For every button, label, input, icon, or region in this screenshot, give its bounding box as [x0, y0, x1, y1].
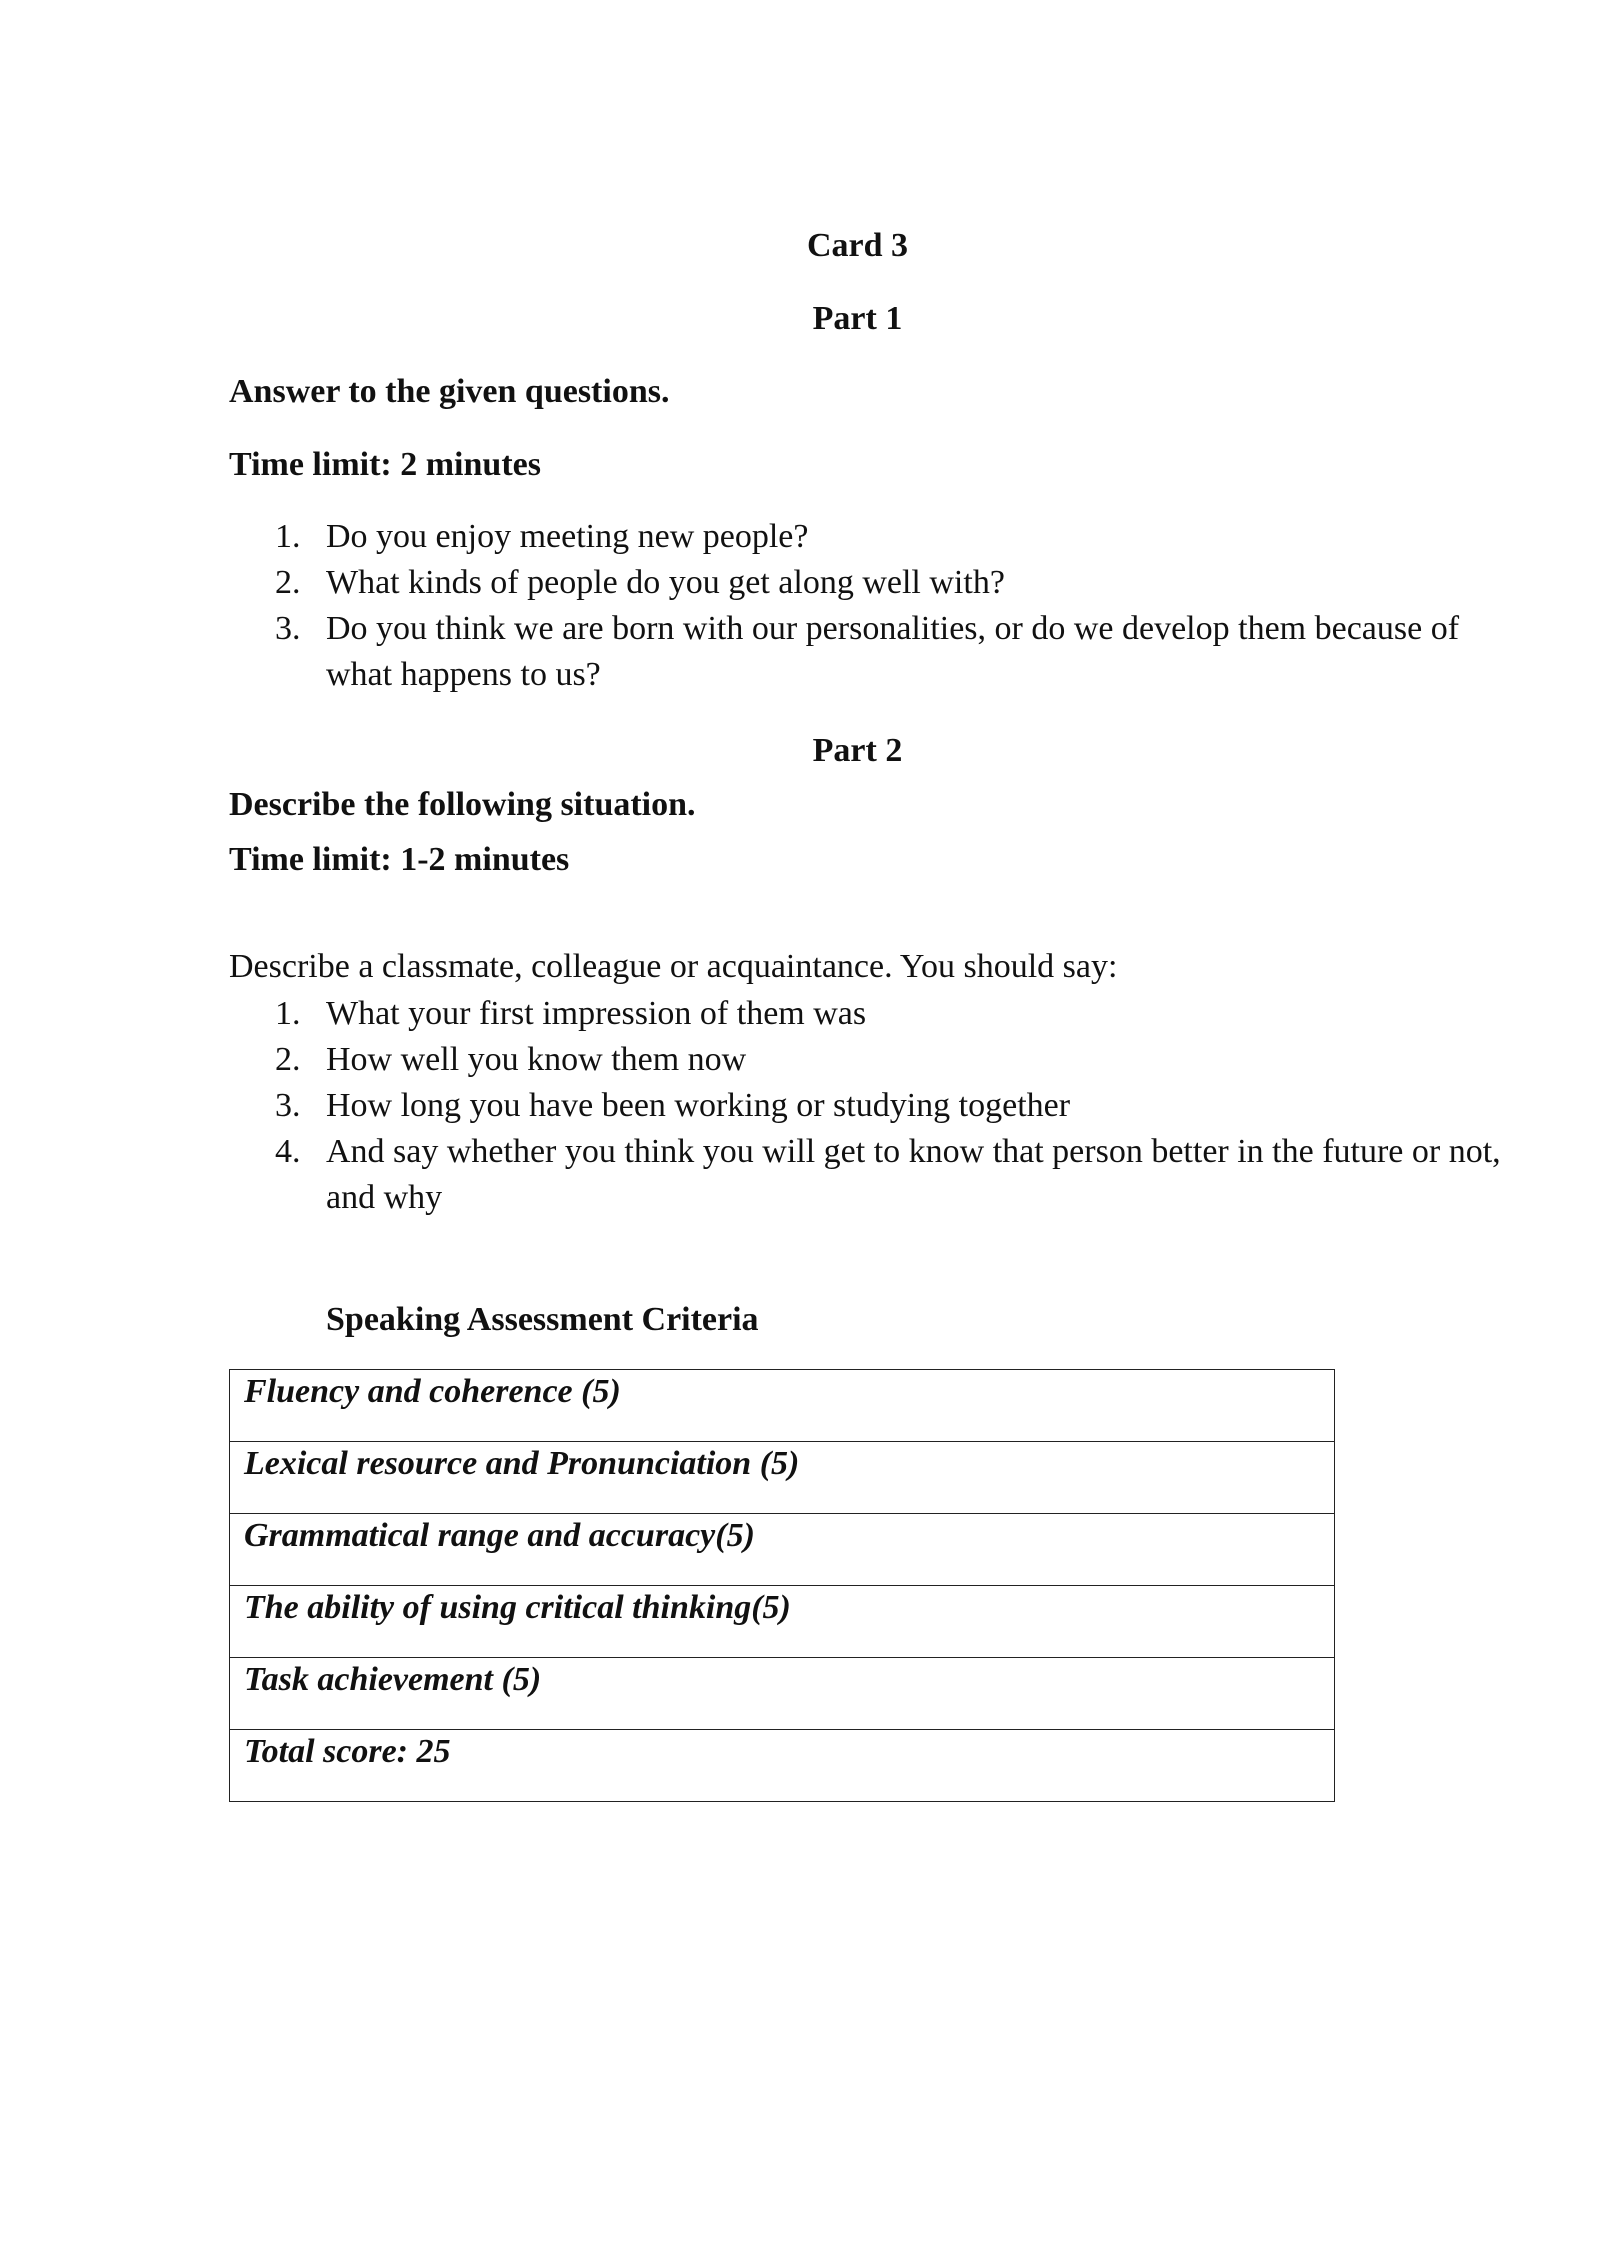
list-item — [230, 514, 1530, 560]
criteria-cell: Total score: 25 — [230, 1730, 1335, 1802]
part1-question-list — [230, 514, 1530, 698]
part2-instruction: Describe the following situation. — [229, 786, 696, 823]
table-row — [230, 1658, 1335, 1730]
list-item-number: 3. — [275, 1087, 301, 1124]
criteria-cell: The ability of using critical thinking(5) — [230, 1586, 1335, 1658]
criteria-cell: Grammatical range and accuracy(5) — [230, 1514, 1335, 1586]
criteria-cell: Task achievement (5) — [230, 1658, 1335, 1730]
part2-time-limit: Time limit: 1-2 minutes — [229, 841, 570, 878]
list-item-number: 2. — [275, 564, 301, 601]
part1-time-limit: Time limit: 2 minutes — [229, 446, 541, 483]
criteria-cell: Lexical resource and Pronunciation (5) — [230, 1442, 1335, 1514]
list-item — [230, 560, 1530, 606]
list-item-text: And say whether you think you will get to know that person better in the future or not, and why — [326, 1133, 1501, 1216]
list-item-number: 1. — [275, 518, 301, 555]
list-item-text: Do you enjoy meeting new people? — [326, 518, 809, 555]
card-title: Card 3 — [806, 227, 909, 264]
list-item — [230, 1083, 1530, 1129]
list-item-text: How well you know them now — [326, 1041, 747, 1078]
list-item-number: 1. — [275, 995, 301, 1032]
table-row — [230, 1370, 1335, 1442]
table-row — [230, 1586, 1335, 1658]
criteria-table — [229, 1369, 1335, 1802]
part1-title: Part 1 — [812, 300, 903, 337]
criteria-cell: Fluency and coherence (5) — [230, 1370, 1335, 1442]
part2-prompt: Describe a classmate, colleague or acquaintance. You should say: — [229, 948, 1118, 985]
list-item-text: Do you think we are born with our personalities, or do we develop them because of what happens to us? — [326, 610, 1460, 693]
part2-title: Part 2 — [812, 732, 903, 769]
list-item-number: 2. — [275, 1041, 301, 1078]
list-item-number: 3. — [275, 610, 301, 647]
table-row — [230, 1442, 1335, 1514]
table-row — [230, 1730, 1335, 1802]
part2-point-list — [230, 991, 1530, 1221]
list-item — [230, 606, 1530, 698]
criteria-heading: Speaking Assessment Criteria — [326, 1301, 759, 1338]
list-item-text: How long you have been working or studying together — [326, 1087, 1071, 1124]
list-item — [230, 1129, 1530, 1221]
list-item-number: 4. — [275, 1133, 301, 1170]
list-item-text: What kinds of people do you get along well with? — [326, 564, 1005, 601]
list-item-text: What your first impression of them was — [326, 995, 867, 1032]
part1-instruction: Answer to the given questions. — [229, 373, 670, 410]
table-row — [230, 1514, 1335, 1586]
list-item — [230, 1037, 1530, 1083]
list-item — [230, 991, 1530, 1037]
